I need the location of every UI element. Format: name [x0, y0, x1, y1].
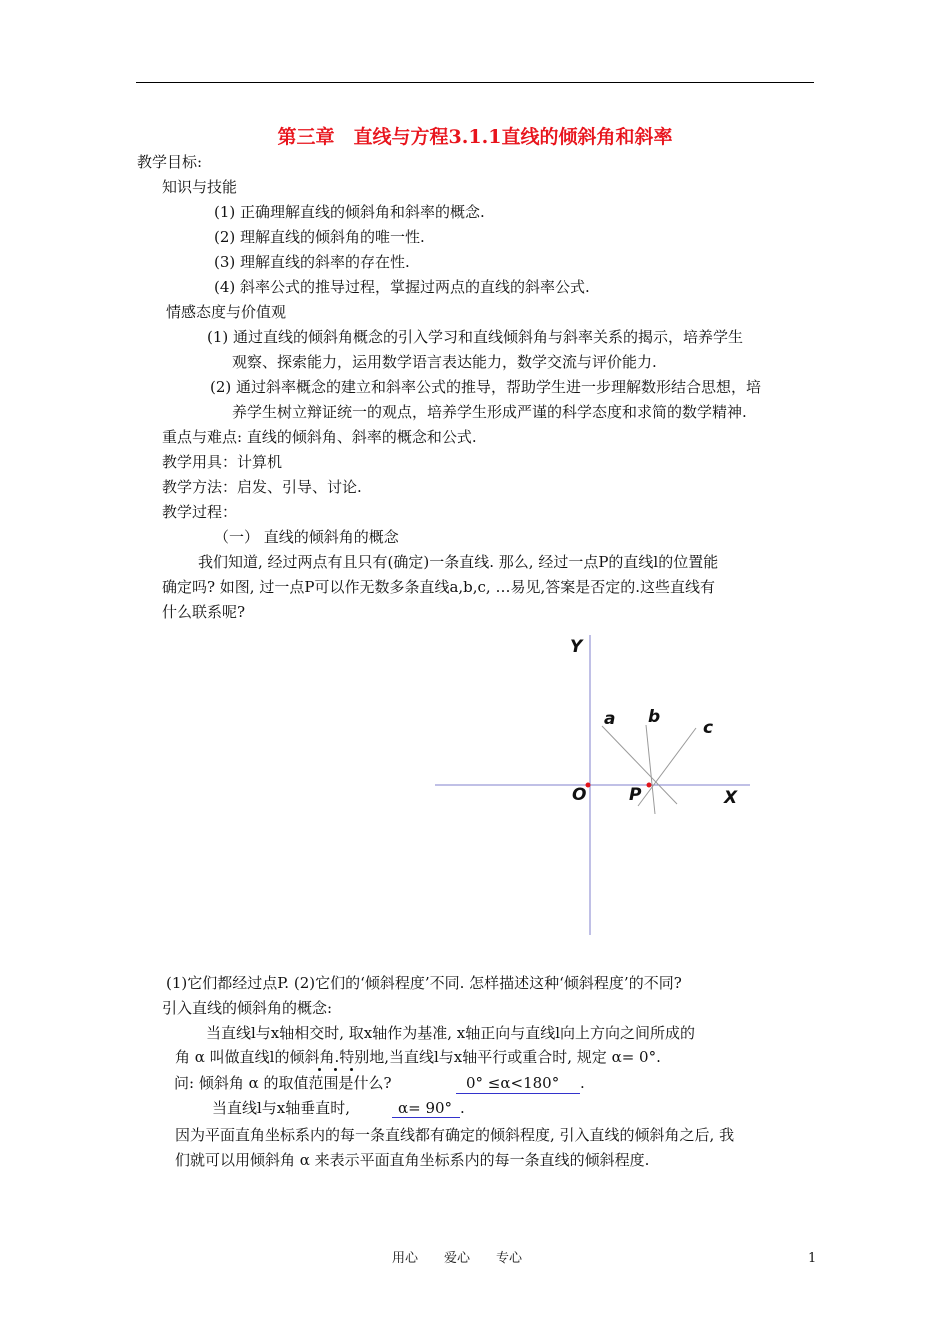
range-period: .	[580, 1074, 585, 1092]
goals-heading: 教学目标:	[137, 153, 203, 171]
page-title: 第三章 直线与方程3.1.1直线的倾斜角和斜率	[277, 126, 673, 148]
conclusion-line-1: 因为平面直角坐标系内的每一条直线都有确定的倾斜程度, 引入直线的倾斜角之后, 我	[175, 1126, 735, 1144]
intro-line-2: 确定吗? 如图, 过一点P可以作无数多条直线a,b,c, …易见,答案是否定的.这些直线有	[162, 578, 715, 596]
x-axis-label: X	[724, 788, 738, 808]
conclusion-line-2: 们就可以用倾斜角 α 来表示平面直角坐标系内的每一条直线的倾斜程度.	[175, 1151, 650, 1169]
key-points: 重点与难点: 直线的倾斜角、斜率的概念和公式.	[162, 428, 477, 446]
knowledge-heading: 知识与技能	[162, 178, 238, 196]
knowledge-item: (2) 理解直线的倾斜角的唯一性.	[214, 228, 425, 246]
emotion-item-1-line-2: 观察、探索能力，运用数学语言表达能力，数学交流与评价能力.	[232, 353, 657, 371]
line-c-label: c	[703, 718, 714, 738]
definition-line-1: 当直线l与x轴相交时, 取x轴作为基准, x轴正向与直线l向上方向之间所成的	[206, 1024, 696, 1042]
range-answer-underline	[456, 1093, 580, 1094]
intro-line-3: 什么联系呢?	[162, 603, 246, 621]
knowledge-item: (1) 正确理解直线的倾斜角和斜率的概念.	[214, 203, 485, 221]
emotion-item-2-line-1: (2) 通过斜率概念的建立和斜率公式的推导，帮助学生进一步理解数形结合思想，培	[210, 378, 762, 396]
origin-label: O	[572, 785, 587, 805]
emphasis-dot	[350, 1068, 353, 1071]
page-number: 1	[808, 1251, 817, 1266]
header-rule	[136, 82, 814, 83]
line-a-label: a	[604, 709, 616, 729]
emotion-item-2-line-2: 养学生树立辩证统一的观点，培养学生形成严谨的科学态度和求简的数学精神.	[232, 403, 747, 421]
lines-through-p-figure	[430, 630, 770, 940]
line-b-label: b	[648, 707, 661, 727]
emphasis-dot	[318, 1068, 321, 1071]
emphasis-dot	[334, 1068, 337, 1071]
knowledge-item: (4) 斜率公式的推导过程，掌握过两点的直线的斜率公式.	[214, 278, 590, 296]
y-axis-label: Y	[570, 637, 583, 657]
range-answer: 0° ≤α<180°	[466, 1074, 560, 1092]
teaching-process: 教学过程：	[162, 503, 238, 521]
definition-line-2: 角 α 叫做直线l的倾斜角.特别地,当直线l与x轴平行或重合时, 规定 α= 0°.	[175, 1048, 661, 1066]
emotion-heading: 情感态度与价值观	[166, 303, 287, 321]
teaching-tools: 教学用具：计算机	[162, 453, 283, 471]
section-heading: （一） 直线的倾斜角的概念	[214, 528, 399, 546]
line-b	[646, 725, 655, 814]
perpendicular-answer-underline	[392, 1117, 460, 1118]
teaching-methods: 教学方法：启发、引导、讨论.	[162, 478, 362, 496]
point-p-label: P	[629, 785, 642, 805]
emotion-item-1-line-1: (1) 通过直线的倾斜角概念的引入学习和直线倾斜角与斜率关系的揭示，培养学生	[207, 328, 744, 346]
perpendicular-period: .	[460, 1099, 465, 1117]
perpendicular-case: 当直线l与x轴垂直时,	[212, 1099, 351, 1117]
knowledge-item: (3) 理解直线的斜率的存在性.	[214, 253, 410, 271]
perpendicular-answer: α= 90°	[398, 1099, 453, 1117]
footer-slogan: 用心 爱心 专心	[392, 1251, 523, 1266]
point-p	[647, 783, 652, 788]
concept-intro: 引入直线的倾斜角的概念:	[162, 999, 333, 1017]
observation-line: (1)它们都经过点P. (2)它们的‘倾斜程度’不同. 怎样描述这种‘倾斜程度’的不同?	[166, 974, 682, 992]
range-question: 问: 倾斜角 α 的取值范围是什么?	[174, 1074, 392, 1092]
intro-line-1: 我们知道, 经过两点有且只有(确定)一条直线. 那么, 经过一点P的直线l的位置能	[198, 553, 719, 571]
